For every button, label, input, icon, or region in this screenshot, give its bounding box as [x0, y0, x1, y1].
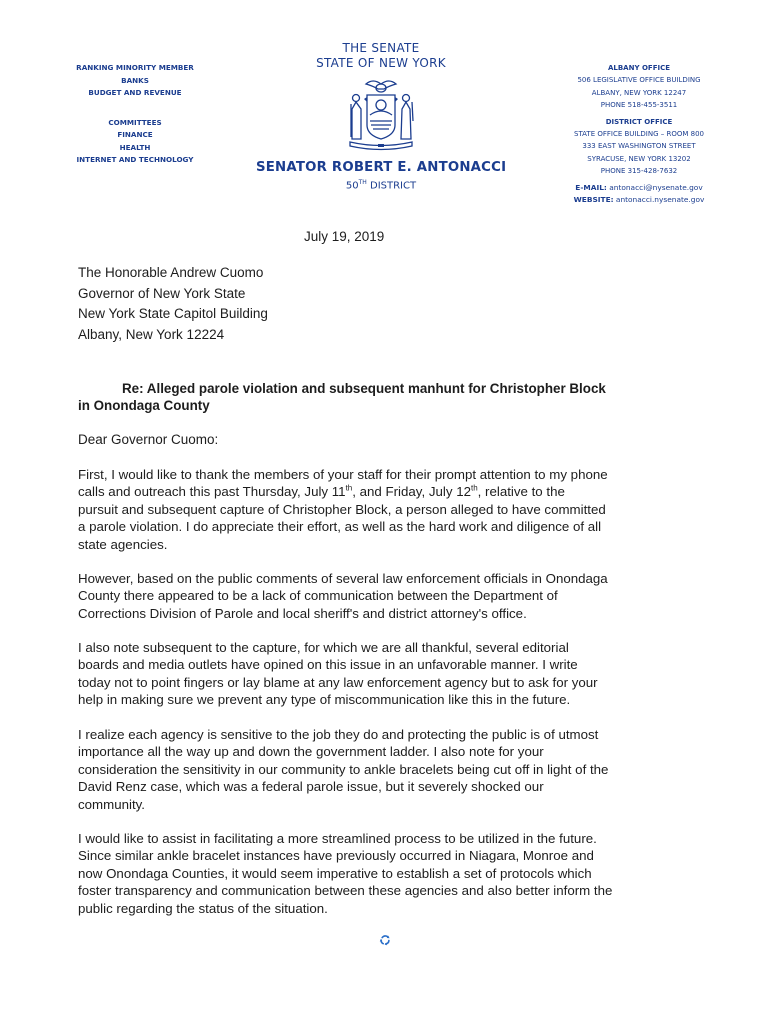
website-link[interactable]: antonacci.nysenate.gov	[613, 195, 705, 205]
paragraph-line: now Onondaga Counties, it would seem imperative to establish a set of protocols which	[78, 865, 592, 881]
district-office-line: PHONE 315-428-7632	[600, 167, 678, 176]
paragraph-line: importance all the way up and down the government ladder. I also note for your	[78, 744, 544, 760]
committee-item: INTERNET AND TECHNOLOGY	[76, 155, 194, 164]
paragraph-line: community.	[78, 796, 145, 812]
paragraph-line: Since similar ankle bracelet instances have previously occurred in Niagara, Monroe and	[78, 848, 594, 864]
albany-office-line: PHONE 518-455-3511	[600, 101, 678, 110]
paragraph-line: foster transparency and communication between these agencies and also better inform the	[78, 883, 613, 899]
district-office-title: DISTRICT OFFICE	[605, 117, 673, 126]
recipient-line: Albany, New York 12224	[78, 327, 225, 343]
paragraph-line: County there appeared to be a lack of communication between the Department of	[78, 588, 558, 604]
paragraph-line: I realize each agency is sensitive to the job they do and protecting the public is of utmost	[78, 727, 599, 742]
ranking-item: BUDGET AND REVENUE	[88, 88, 182, 97]
paragraph-line: However, based on the public comments of several law enforcement officials in Onondaga	[78, 571, 608, 586]
paragraph-line: consideration the sensitivity in our community to ankle bracelets being cut off in light of the	[78, 761, 609, 777]
albany-office-line: ALBANY, NEW YORK 12247	[591, 88, 687, 97]
albany-office-title: ALBANY OFFICE	[607, 64, 671, 72]
paragraph-line: boards and media outlets have opined on this issue in an unfavorable manner. I write	[78, 657, 578, 673]
recipient-line: The Honorable Andrew Cuomo	[78, 265, 264, 280]
paragraph-line: I would like to assist in facilitating a more streamlined process to be utilized in the future.	[78, 831, 597, 846]
ranking-member-title: RANKING MINORITY MEMBER	[76, 63, 194, 72]
body-paragraph-4	[78, 726, 698, 813]
body-paragraph-3	[78, 639, 698, 709]
subject-line	[78, 380, 698, 415]
salutation: Dear Governor Cuomo:	[78, 432, 219, 447]
website-label: WEBSITE:	[573, 195, 614, 205]
letter-date: July 19, 2019	[304, 229, 385, 244]
recycle-icon	[378, 933, 392, 947]
senate-district	[256, 176, 506, 192]
paragraph-line: calls and outreach this past Thursday, July 11th, and Friday, July 12th, relative to the	[78, 483, 565, 500]
subject-line-1: Re: Alleged parole violation and subsequent manhunt for Christopher Block	[122, 381, 606, 396]
district-word: DISTRICT	[366, 180, 417, 192]
district-suffix: TH	[358, 179, 367, 186]
email-link[interactable]: antonacci@nysenate.gov	[606, 182, 703, 192]
recipient-line: Governor of New York State	[78, 285, 246, 301]
district-number: 50	[345, 180, 359, 192]
letterhead-committees-column	[58, 62, 212, 167]
paragraph-line: I also note subsequent to the capture, for which we are all thankful, several editorial	[78, 640, 569, 655]
senator-name: SENATOR ROBERT E. ANTONACCI	[256, 160, 507, 175]
recipient-line: New York State Capitol Building	[78, 306, 268, 322]
paragraph-line: help in making sure we prevent any type of miscommunication like this in the future.	[78, 692, 571, 708]
body-paragraph-1	[78, 466, 698, 553]
paragraph-line: state agencies.	[78, 536, 168, 552]
email-contact	[553, 182, 725, 194]
paragraph-line: a parole violation. I do appreciate their effort, as well as the hard work and diligence of all	[78, 519, 602, 535]
paragraph-line: Corrections Division of Parole and local sheriff's and district attorney's office.	[78, 605, 527, 621]
new-york-state-seal-icon	[340, 75, 422, 157]
paragraph-line: public regarding the status of the situation.	[78, 900, 328, 916]
state-title: STATE OF NEW YORK	[316, 56, 446, 70]
senate-title: THE SENATE	[342, 41, 420, 55]
paragraph-line: today not to point fingers or lay blame at any law enforcement agency but to ask for your	[78, 674, 598, 690]
district-office-line: SYRACUSE, NEW YORK 13202	[587, 154, 691, 163]
paragraph-line: David Renz case, which was a federal parole issue, but it severely shocked our	[78, 779, 544, 795]
committee-item: HEALTH	[119, 142, 151, 152]
albany-office-line: 506 LEGISLATIVE OFFICE BUILDING	[577, 76, 701, 85]
recipient-address	[78, 263, 408, 346]
ranking-item: BANKS	[121, 75, 149, 85]
letterhead-offices-column	[553, 62, 725, 206]
committees-title: COMMITTEES	[108, 117, 162, 127]
subject-line-2: in Onondaga County	[78, 398, 210, 414]
district-office-line: 333 EAST WASHINGTON STREET	[582, 142, 696, 151]
paragraph-line: pursuit and subsequent capture of Christopher Block, a person alleged to have committed	[78, 501, 606, 517]
district-office-line: STATE OFFICE BUILDING – ROOM 800	[574, 130, 704, 139]
body-paragraph-2	[78, 570, 698, 622]
body-paragraph-5	[78, 830, 698, 917]
email-label: E-MAIL:	[575, 182, 607, 192]
committee-item: FINANCE	[117, 130, 153, 139]
letterhead-center	[256, 41, 506, 192]
website-contact	[553, 194, 725, 206]
paragraph-line: First, I would like to thank the members of your staff for their prompt attention to my phone	[78, 467, 608, 482]
